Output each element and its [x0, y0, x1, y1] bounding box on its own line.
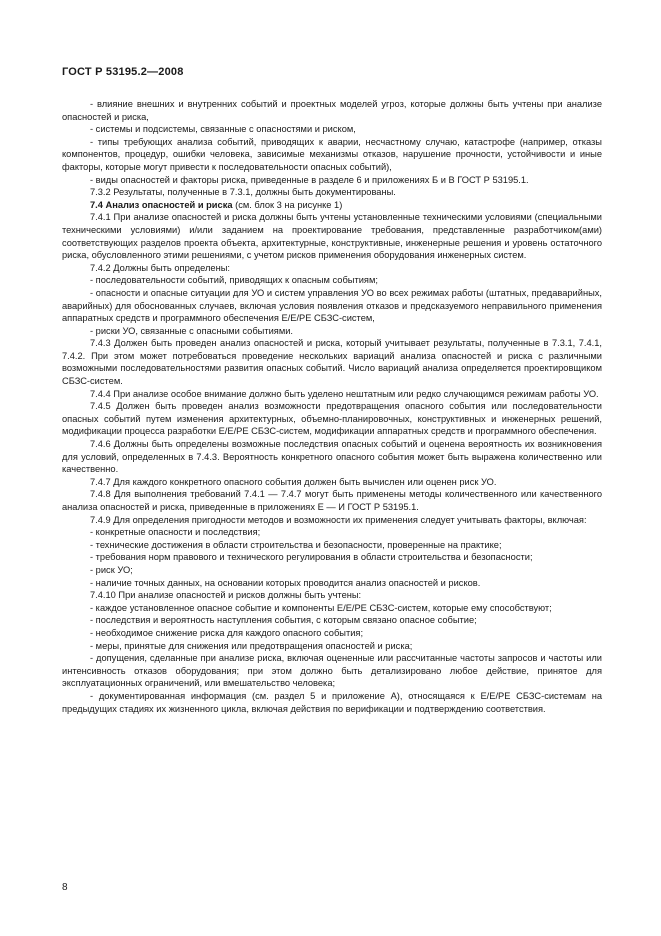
list-item: - требования норм правового и технического регулирования в области строительства и безопасности;: [90, 552, 533, 563]
paragraph-741: 7.4.1 При анализе опасностей и риска должны быть учтены установленные техническими условиями (специальными техническими условиями) и/или заданием на проектирование требования, представленные разработчиком(ами) соответствующих разделов проекта объекта, архитектурные, конструктивные, инженерные решения и уровень остаточного риска, обусловленного этими решениями, с учетом рисков применения оборудования инженерных систем.: [62, 212, 602, 261]
paragraph-746: 7.4.6 Должны быть определены возможные последствия опасных событий и оценена вероятность их возникновения для условий, определенных в 7.4.3. Вероятность конкретного опасного события может быть выражена количественно или качественно.: [62, 439, 602, 475]
list-item: - риск УО;: [90, 564, 133, 575]
list-item: - последствия и вероятность наступления события, с которым связано опасное событие;: [90, 615, 477, 626]
list-item: - наличие точных данных, на основании которых проводится анализ опасностей и рисков.: [90, 577, 481, 588]
paragraph-745: 7.4.5 Должен быть проведен анализ возможности предотвращения опасного события или последовательности опасных событий путем изменения архитектурных, объемно-планировочных, конструктивных и инженерных решений, модификации процесса разработки Е/Е/РЕ СБЗС-систем, модификации аппаратных средств и программного обеспечения.: [62, 401, 602, 437]
list-item: - необходимое снижение риска для каждого опасного события;: [90, 627, 364, 638]
paragraph-732: 7.3.2 Результаты, полученные в 7.3.1, должны быть документированы.: [90, 187, 396, 198]
list-item: - допущения, сделанные при анализе риска, включая оцененные или рассчитанные частоты запросов и частоты или интенсивность отказов оборудования; при этом должно быть детализировано любое действие, принятое для эксплуатационных ограничений, или вмешательство человека;: [62, 653, 602, 689]
list-item: - технические достижения в области строительства и безопасности, проверенные на практике;: [90, 539, 502, 550]
paragraph-748: 7.4.8 Для выполнения требований 7.4.1 — 7.4.7 могут быть применены методы количественного или качественного анализа опасностей и риска, приведенные в приложениях Е — И ГОСТ Р 53195.1.: [62, 489, 602, 512]
paragraph-4: - виды опасностей и факторы риска, приведенные в разделе 6 и приложениях Б и В ГОСТ Р 53195.1.: [90, 174, 529, 185]
list-item: - риски УО, связанные с опасными событиями.: [90, 325, 294, 336]
list-item: - последовательности событий, приводящих к опасным событиям;: [90, 275, 378, 286]
standard-header: ГОСТ Р 53195.2—2008: [62, 66, 184, 78]
section-74-suffix: (см. блок 3 на рисунке 1): [232, 199, 343, 210]
list-item: - опасности и опасные ситуации для УО и систем управления УО во всех режимах работы (штатных, предаварийных, аварийных) для обоснованных случаев, включая условия появления отказов и предсказуемого неправильного применения аппаратных средств и программного обеспечения Е/Е/РЕ СБЗС-систем,: [62, 287, 602, 324]
list-item: - конкретные опасности и последствия;: [90, 527, 261, 538]
paragraph-744: 7.4.4 При анализе особое внимание должно быть уделено нештатным или редко случающимся режимам работы УО.: [90, 388, 599, 399]
document-body: [62, 98, 602, 715]
paragraph-1: - влияние внешних и внутренних событий и проектных моделей угроз, которые должны быть учтены при анализе опасностей и риска,: [62, 99, 602, 122]
page-number: 8: [62, 882, 68, 893]
list-item: - документированная информация (см. раздел 5 и приложение А), относящаяся к Е/Е/РЕ СБЗС-системам на предыдущих стадиях их жизненного цикла, включая действия по верификации и подтверждению соответствия.: [62, 690, 602, 714]
paragraph-749: 7.4.9 Для определения пригодности методов и возможности их применения следует учитывать факторы, включая:: [90, 514, 587, 525]
paragraph-2: - системы и подсистемы, связанные с опасностями и риском,: [90, 124, 356, 135]
section-74-heading: [62, 199, 602, 212]
list-item: - каждое установленное опасное событие и компоненты Е/Е/РЕ СБЗС-систем, которые ему способствуют;: [90, 602, 552, 613]
list-item: - меры, принятые для снижения или предотвращения опасностей и риска;: [90, 640, 413, 651]
paragraph-743: 7.4.3 Должен быть проведен анализ опасностей и риска, который учитывает результаты, полученные в 7.3.1, 7.4.1, 7.4.2. При этом может потребоваться проведение нескольких вариаций анализа опасностей и риска с различными возможными последовательностями развития опасных событий. Число вариаций анализа определяется проектировщиком СБЗС-систем.: [62, 338, 602, 387]
paragraph-3: - типы требующих анализа событий, приводящих к аварии, несчастному случаю, катастрофе (например, отказы компонентов, процедур, ошибки человека, зависимые механизмы отказов, нарушение прочности, устойчивости и иные факторы, которые могут привести к последовательности опасных событий),: [62, 136, 602, 172]
section-74-title: 7.4 Анализ опасностей и риска: [90, 199, 233, 210]
paragraph-747: 7.4.7 Для каждого конкретного опасного события должен быть вычислен или оценен риск УО.: [90, 476, 497, 487]
paragraph-742: 7.4.2 Должны быть определены:: [90, 262, 230, 273]
paragraph-7410: 7.4.10 При анализе опасностей и рисков должны быть учтены:: [90, 590, 362, 601]
